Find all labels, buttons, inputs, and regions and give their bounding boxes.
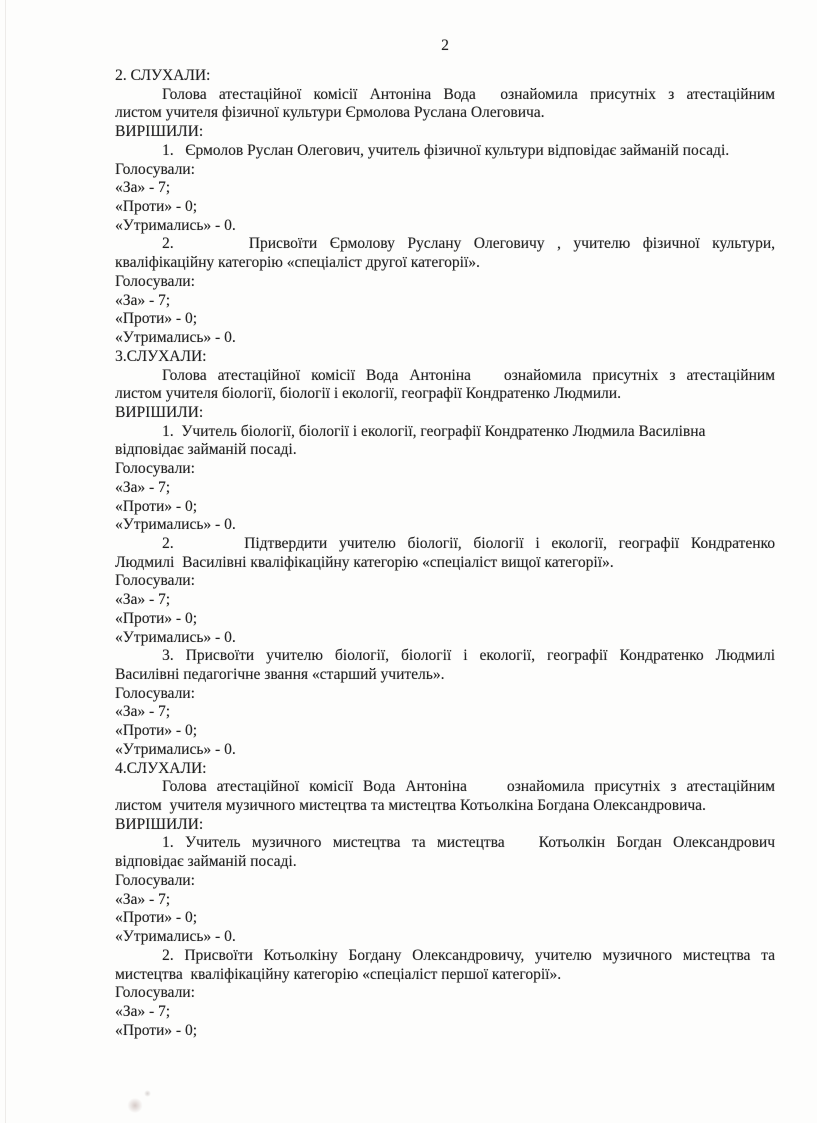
text-line: «За» - 7; [115, 890, 171, 908]
text-line: «За» - 7; [115, 703, 171, 721]
text-line: «За» - 7; [115, 478, 171, 496]
text-line: «Проти» - 0; [115, 497, 198, 515]
text-line: Голосували: [115, 272, 195, 290]
text-line: Василівні педагогічне звання «старший учитель». [115, 666, 445, 683]
text-line: «Утримались» - 0. [115, 628, 236, 646]
text-line: відповідає займаній посаді. [115, 853, 297, 871]
text-line: «Проти» - 0; [115, 609, 198, 627]
text-line: «Проти» - 0; [115, 198, 198, 216]
text-line: 2. Присвоїти Котьолкіну Богдану Олександровичу, учителю музичного мистецтва та [162, 946, 775, 964]
text-line: 2. Підтвердити учителю біології, біології і екології, географії Кондратенко [162, 534, 775, 552]
text-line: «За» - 7; [115, 591, 171, 609]
text-line: «Утримались» - 0. [115, 928, 236, 946]
text-line: 4.СЛУХАЛИ: [115, 759, 207, 777]
text-line: листом учителя фізичної культури Єрмолова Руслана Олеговича. [115, 104, 545, 122]
text-line: листом учителя музичного мистецтва та мистецтва Котьолкіна Богдана Олександровича. [115, 797, 706, 815]
text-line: Голова атестаційної комісії Вода Антоніна ознайомила присутніх з атестаційним [162, 778, 775, 796]
text-line: Голосували: [115, 572, 195, 590]
text-line: 1. Учитель біології, біології і екології, географії Кондратенко Людмила Василівна [162, 422, 706, 440]
text-line: 2. СЛУХАЛИ: [115, 67, 211, 84]
text-line: «За» - 7; [115, 179, 171, 197]
text-line: «Утримались» - 0. [115, 740, 236, 758]
text-line: «Утримались» - 0. [115, 329, 236, 347]
text-line: «Утримались» - 0. [115, 216, 236, 234]
text-line: Голосували: [115, 871, 195, 889]
text-line: «Проти» - 0; [115, 722, 198, 740]
text-line: листом учителя біології, біології і екології, географії Кондратенко Людмили. [115, 385, 621, 403]
text-line: 3.СЛУХАЛИ: [115, 347, 207, 365]
text-line: «Утримались» - 0. [115, 516, 236, 534]
text-line: Людмилі Василівні кваліфікаційну категорію «спеціаліст вищої категорії». [115, 553, 614, 571]
text-line: 3. Присвоїти учителю біології, біології і екології, географії Кондратенко Людмилі [162, 647, 775, 665]
text-line: «За» - 7; [115, 1002, 171, 1020]
text-line: кваліфікаційну категорію «спеціаліст другої категорії». [115, 254, 480, 272]
text-line: Голосували: [115, 984, 195, 1002]
text-line: ВИРІШИЛИ: [115, 123, 204, 141]
scan-speck [144, 1090, 151, 1097]
text-line: Голосували: [115, 160, 195, 178]
text-line: відповідає займаній посаді. [115, 441, 297, 459]
text-line: 1. Єрмолов Руслан Олегович, учитель фізичної культури відповідає займаній посаді. [162, 141, 730, 159]
text-line: «Проти» - 0; [115, 310, 198, 328]
text-line: «Проти» - 0; [115, 909, 198, 927]
text-line: Голосували: [115, 460, 195, 478]
text-line: Голосували: [115, 684, 195, 702]
text-line: «Проти» - 0; [115, 1021, 198, 1039]
text-line: ВИРІШИЛИ: [115, 815, 204, 833]
text-line: ВИРІШИЛИ: [115, 403, 204, 421]
text-line: 1. Учитель музичного мистецтва та мистецтва Котьолкін Богдан Олександрович [162, 834, 775, 852]
document-body [115, 67, 775, 1040]
text-line: 2. Присвоїти Єрмолову Руслану Олеговичу , учителю фізичної культури, [162, 235, 775, 253]
text-line: «За» - 7; [115, 291, 171, 309]
text-line: Голова атестаційної комісії Антоніна Вода ознайомила присутніх з атестаційним [162, 85, 775, 103]
text-line: Голова атестаційної комісії Вода Антоніна ознайомила присутніх з атестаційним [162, 366, 775, 384]
scan-edge-line [5, 0, 6, 1123]
page-number: 2 [441, 37, 449, 54]
text-line: мистецтва кваліфікаційну категорію «спеціаліст першої категорії». [115, 965, 562, 983]
scan-smudge [127, 1098, 143, 1113]
